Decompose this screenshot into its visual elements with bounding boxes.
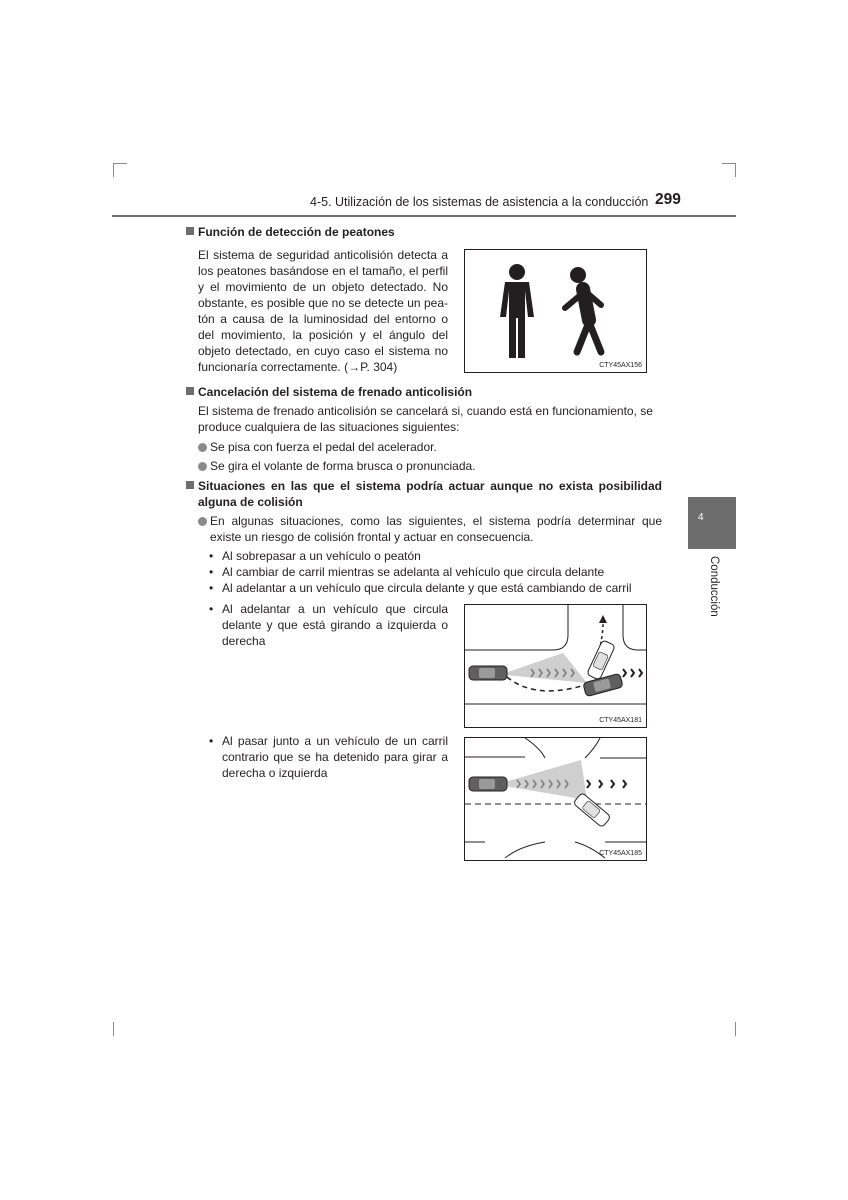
walking-person-icon — [565, 267, 601, 352]
turning-vehicle-figure — [464, 604, 647, 728]
pedestrian-line: funcionaría correctamente. (→P. 304) — [198, 360, 398, 374]
chapter-number: 4 — [698, 512, 704, 523]
bullet-mark: • — [209, 549, 214, 563]
pedestrian-paragraph — [198, 247, 448, 375]
page-number: 299 — [655, 191, 681, 208]
situation-item-line: derecha — [222, 634, 266, 648]
situations-bullet-line: existe un riesgo de colisión frontal y actuar en consecuencia. — [210, 530, 534, 544]
figure-code: CTY45AX156 — [599, 362, 642, 369]
situation-item-line: Al pasar junto a un vehículo de un carril — [222, 734, 448, 748]
situation-item-line: derecha o izquierda — [222, 766, 328, 780]
crop-mark-top-left-h — [113, 163, 127, 164]
situation-item-text: Al cambiar de carril mientras se adelanta al vehículo que circula delante — [222, 565, 605, 579]
square-bullet-icon — [186, 481, 194, 489]
cancel-bullet — [198, 439, 437, 455]
situations-heading — [186, 478, 662, 510]
situations-heading-line: alguna de colisión — [198, 495, 303, 509]
situations-heading-line: Situaciones en las que el sistema podría actuar aunque no exista posibilidad — [198, 479, 662, 493]
situation-item-line: delante y que está girando a izquierda o — [222, 618, 448, 632]
passing-car-icon — [583, 673, 623, 696]
pedestrian-figure — [464, 249, 647, 373]
situations-bullet-line: En algunas situaciones, como las siguientes, el sistema podría determinar que — [210, 514, 662, 528]
cancel-heading-text: Cancelación del sistema de frenado anticolisión — [198, 385, 473, 399]
square-bullet-icon — [186, 387, 194, 395]
situation-item-text: Al adelantar a un vehículo que circula delante y que está cambiando de carril — [222, 581, 632, 595]
own-car-icon — [469, 666, 507, 680]
bullet-mark: • — [209, 565, 214, 579]
crop-mark-bottom-left — [113, 1022, 114, 1036]
situation-item-text: Al sobrepasar a un vehículo o peatón — [222, 549, 421, 563]
pedestrian-line: El sistema de seguridad anticolisión detecta a — [198, 248, 448, 262]
stopped-car-icon — [573, 792, 611, 827]
cancel-bullet — [198, 458, 476, 474]
pedestrian-heading — [186, 224, 395, 240]
situation-item-line: Al adelantar a un vehículo que circula — [222, 602, 448, 616]
cancel-line: produce cualquiera de las situaciones siguientes: — [198, 420, 460, 434]
pedestrian-line: objeto detectado, en cuyo caso el sistema no — [198, 344, 448, 358]
cancel-bullet-text: Se pisa con fuerza el pedal del acelerador. — [210, 440, 437, 454]
opposite-vehicle-figure — [464, 737, 647, 861]
chapter-tab — [688, 497, 736, 549]
pedestrian-heading-text: Función de detección de peatones — [198, 225, 395, 239]
round-bullet-icon — [198, 517, 207, 526]
turning-car-icon — [587, 640, 616, 680]
header-rule — [112, 215, 736, 217]
round-bullet-icon — [198, 462, 207, 471]
section-header-title: 4-5. Utilización de los sistemas de asistencia a la conducción — [310, 195, 649, 209]
crop-mark-top-right-h — [722, 163, 736, 164]
crop-mark-top-right-v — [735, 163, 736, 177]
chapter-title: Conducción — [708, 556, 720, 617]
crop-mark-top-left-v — [113, 163, 114, 177]
pedestrian-line: los peatones basándose en el tamaño, el perfil — [198, 264, 448, 278]
cancel-heading — [186, 384, 472, 400]
situation-item — [209, 548, 421, 564]
pedestrian-line: del movimiento, la posición y el ángulo del — [198, 328, 448, 342]
situations-bullet — [198, 513, 662, 545]
situation-item — [209, 580, 632, 596]
situation-item-opposite — [209, 733, 448, 781]
cancel-line: El sistema de frenado anticolisión se cancelará si, cuando está en funcionamiento, se — [198, 404, 653, 418]
situation-item-turning — [209, 601, 448, 649]
pedestrian-line: tón a causa de la luminosidad del entorno o — [198, 312, 448, 326]
situation-item-line: contrario que se ha detenido para girar a — [222, 750, 448, 764]
situation-item — [209, 564, 605, 580]
bullet-mark: • — [209, 602, 214, 616]
crop-mark-bottom-right — [735, 1022, 736, 1036]
figure-code: CTY45AX185 — [599, 850, 642, 857]
bullet-mark: • — [209, 734, 214, 748]
round-bullet-icon — [198, 443, 207, 452]
bullet-mark: • — [209, 581, 214, 595]
square-bullet-icon — [186, 227, 194, 235]
pedestrian-line: obstante, es posible que no se detecte un pea- — [198, 296, 448, 310]
own-car-icon — [469, 777, 507, 791]
cancel-paragraph — [198, 403, 668, 435]
figure-code: CTY45AX181 — [599, 717, 642, 724]
pedestrian-line: y el movimiento de un objeto detectado. No — [198, 280, 448, 294]
cancel-bullet-text: Se gira el volante de forma brusca o pronunciada. — [210, 459, 476, 473]
standing-person-icon — [500, 264, 534, 358]
